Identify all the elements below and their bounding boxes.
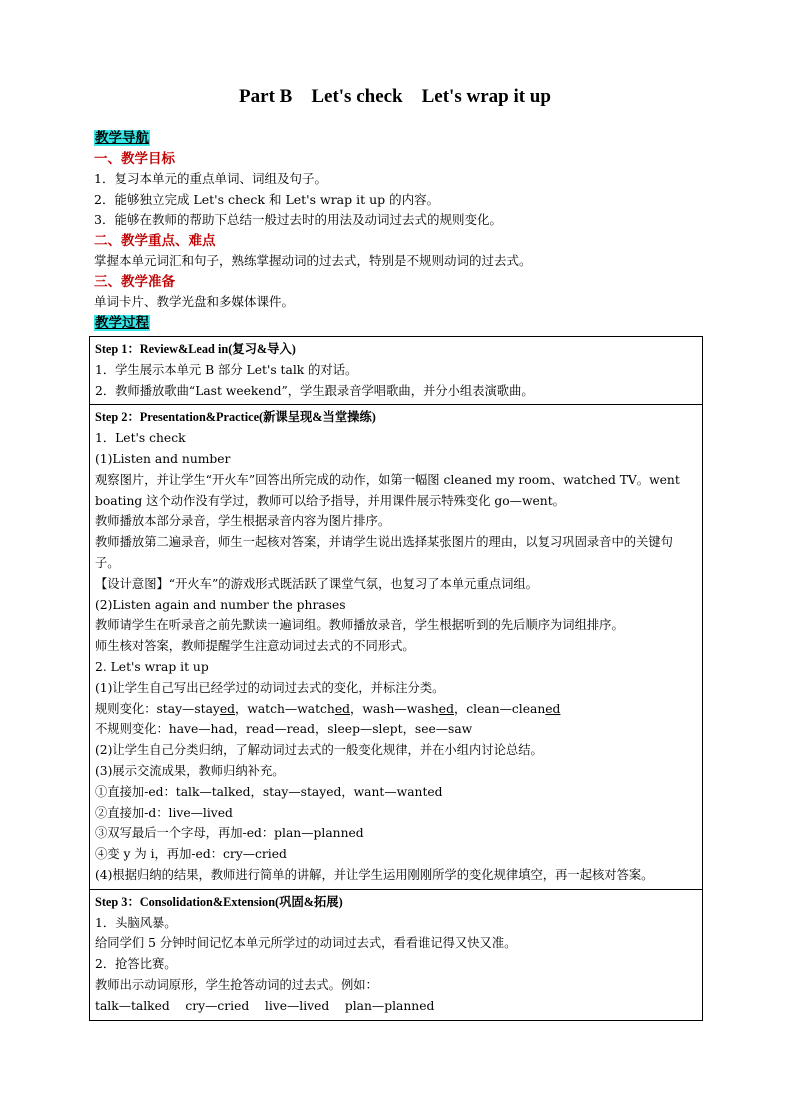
step-line: 1．学生展示本单元 B 部分 Let's talk 的对话。 — [95, 362, 358, 377]
step-line: (2)让学生自己分类归纳，了解动词过去式的一般变化规律，并在小组内讨论总结。 — [95, 743, 543, 758]
step-line: talk—talked cry—cried live—lived plan—planned — [95, 998, 435, 1013]
step-line: ③双写最后一个字母，再加-ed：plan—planned — [95, 826, 364, 841]
step-line: (1)让学生自己写出已经学过的动词过去式的变化，并标注分类。 — [95, 680, 445, 695]
step-2-cell — [90, 405, 703, 889]
suffix-underlined: ed — [219, 701, 236, 716]
step-1-cell — [90, 337, 703, 405]
step-line: 2．抢答比赛。 — [95, 957, 177, 972]
verb-pair: stay—stayed， — [156, 701, 248, 716]
step-paragraph: 观察图片，并让学生“开火车”回答出所完成的动作，如第一幅图 cleaned my room、watched TV。went boating 这个动作没有学过，教师可以给予指导，并用课件展示特殊变化 go—went。 — [95, 472, 680, 508]
guide-label: 教学导航 — [95, 130, 149, 146]
suffix-underlined: ed — [545, 701, 561, 716]
section-line: 掌握本单元词汇和句子，熟练掌握动词的过去式，特别是不规则动词的过去式。 — [94, 253, 532, 268]
step-line: (2)Listen again and number the phrases — [95, 597, 346, 612]
step-line: ④变 y 为 i，再加-ed：cry—cried — [95, 847, 287, 862]
teaching-process-table — [89, 336, 703, 1021]
step-line: 2．教师播放歌曲“Last weekend”，学生跟录音学唱歌曲，并分小组表演歌曲。 — [95, 383, 534, 398]
section-line: 2．能够独立完成 Let's check 和 Let's wrap it up 的内容。 — [94, 191, 440, 207]
step-3-cell — [90, 889, 703, 1020]
regular-label: 规则变化： — [95, 701, 157, 716]
step-line: 教师出示动词原形，学生抢答动词的过去式。例如： — [95, 977, 378, 992]
step-heading: Step 1：Review&Lead in(复习&导入) — [95, 342, 296, 356]
table-row — [90, 337, 703, 405]
section-line: 1．复习本单元的重点单词、词组及句子。 — [94, 171, 327, 186]
step-line: 教师请学生在听录音之前先默读一遍词组。教师播放录音，学生根据听到的先后顺序为词组排序。 — [95, 618, 624, 633]
step-line: (3)展示交流成果，教师归纳补充。 — [95, 763, 285, 778]
step-paragraph: (4)根据归纳的结果，教师进行简单的讲解，并让学生运用刚刚所学的变化规律填空，再一起核对答案。 — [95, 867, 654, 882]
section-heading: 三、教学准备 — [94, 273, 175, 290]
step-line: ①直接加-ed：talk—talked，stay—stayed，want—wanted — [95, 784, 443, 799]
design-intent: 【设计意图】“开火车”的游戏形式既活跃了课堂气氛，也复习了本单元重点词组。 — [95, 576, 538, 591]
teaching-guide — [94, 128, 706, 333]
verb-pair: clean—cleaned — [466, 701, 561, 716]
step-line: 1．Let's check — [95, 431, 186, 446]
suffix-underlined: ed — [334, 701, 350, 716]
section-line: 3．能够在教师的帮助下总结一般过去时的用法及动词过去式的规则变化。 — [94, 212, 502, 227]
step-line: ②直接加-d：live—lived — [95, 805, 233, 820]
section-line: 单词卡片、教学光盘和多媒体课件。 — [94, 294, 295, 309]
step-line: 师生核对答案，教师提醒学生注意动词过去式的不同形式。 — [95, 639, 415, 654]
table-row — [90, 405, 703, 889]
verb-pair: watch—watched， — [247, 701, 363, 716]
step-line: 不规则变化：have—had，read—read，sleep—slept，see—saw — [95, 722, 473, 737]
step-line: (1)Listen and number — [95, 451, 231, 466]
step-heading: Step 3：Consolidation&Extension(巩固&拓展) — [95, 894, 343, 909]
step-line: 2. Let's wrap it up — [95, 659, 209, 674]
table-row — [90, 889, 703, 1020]
process-label: 教学过程 — [95, 314, 149, 331]
step-paragraph: 教师播放第二遍录音，师生一起核对答案，并请学生说出选择某张图片的理由，以复习巩固录音中的关键句子。 — [95, 535, 673, 570]
section-heading: 一、教学目标 — [94, 150, 175, 167]
regular-change-line — [95, 699, 697, 720]
step-line: 1．头脑风暴。 — [95, 915, 177, 930]
step-heading: Step 2：Presentation&Practice(新课呈现&当堂操练) — [95, 410, 376, 425]
section-heading: 二、教学重点、难点 — [94, 232, 216, 249]
step-line: 给同学们 5 分钟时间记忆本单元所学过的动词过去式，看看谁记得又快又准。 — [95, 936, 517, 951]
suffix-underlined: ed — [438, 701, 454, 716]
verb-pair: wash—washed， — [362, 701, 467, 716]
step-line: 教师播放本部分录音，学生根据录音内容为图片排序。 — [95, 514, 391, 529]
lesson-title: Part B Let's check Let's wrap it up — [239, 86, 551, 107]
